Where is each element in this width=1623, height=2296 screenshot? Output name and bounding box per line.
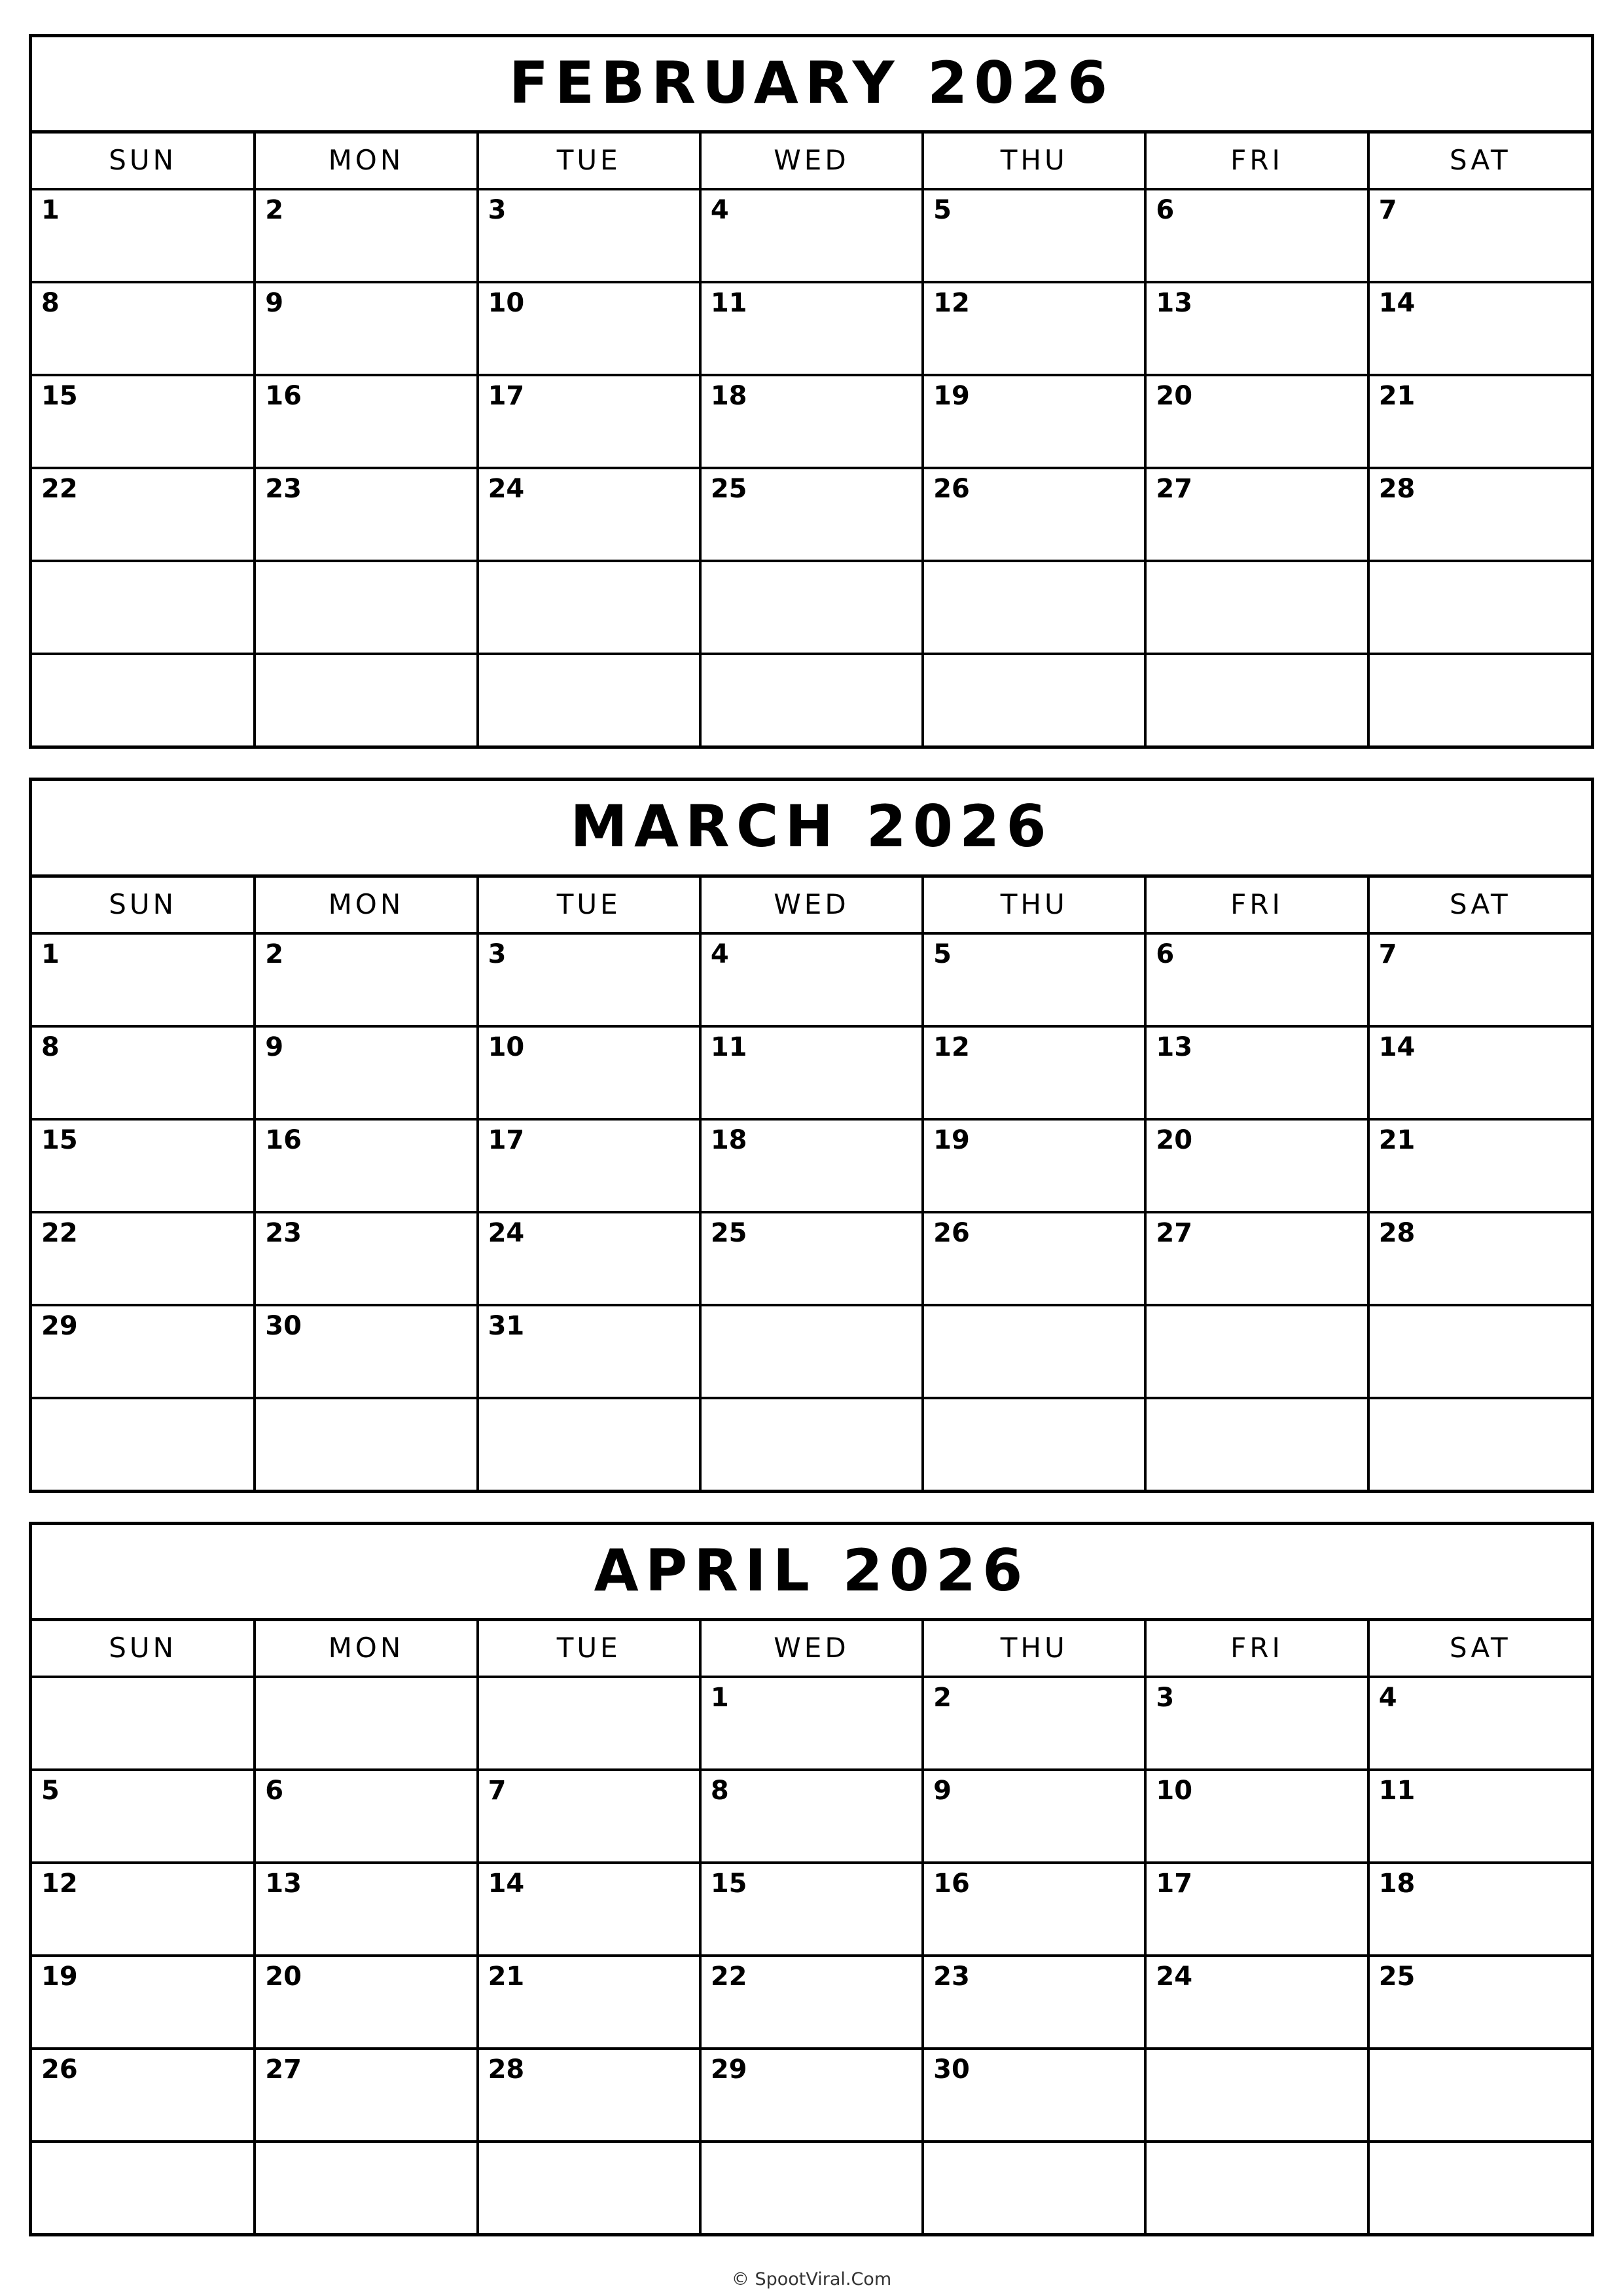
day-cell[interactable]: 29 xyxy=(32,1305,255,1398)
week-row xyxy=(32,468,1591,561)
weekday-wed: WED xyxy=(700,134,923,189)
day-cell[interactable]: 21 xyxy=(1368,1119,1591,1212)
day-cell[interactable] xyxy=(478,561,700,654)
week-row xyxy=(32,282,1591,375)
day-cell[interactable]: 25 xyxy=(700,1212,923,1305)
day-cell[interactable]: 1 xyxy=(700,1677,923,1770)
day-cell[interactable]: 27 xyxy=(255,2049,477,2142)
day-cell[interactable]: 7 xyxy=(478,1770,700,1863)
day-cell[interactable]: 12 xyxy=(923,282,1145,375)
day-cell[interactable]: 4 xyxy=(700,189,923,282)
day-cell[interactable]: 12 xyxy=(923,1026,1145,1119)
weekday-fri: FRI xyxy=(1145,1621,1368,1677)
week-row xyxy=(32,561,1591,654)
week-row xyxy=(32,1863,1591,1956)
day-cell[interactable]: 6 xyxy=(255,1770,477,1863)
weekday-sat: SAT xyxy=(1368,1621,1591,1677)
day-cell[interactable] xyxy=(700,2142,923,2233)
weekday-tue: TUE xyxy=(478,1621,700,1677)
day-cell[interactable]: 6 xyxy=(1145,189,1368,282)
day-cell[interactable]: 20 xyxy=(1145,375,1368,468)
month-title: MARCH 2026 xyxy=(32,781,1591,877)
day-cell[interactable]: 24 xyxy=(1145,1956,1368,2049)
day-cell[interactable] xyxy=(1145,2049,1368,2142)
day-cell[interactable]: 14 xyxy=(478,1863,700,1956)
day-cell[interactable]: 2 xyxy=(923,1677,1145,1770)
day-cell[interactable]: 29 xyxy=(700,2049,923,2142)
day-cell[interactable] xyxy=(255,654,477,745)
week-row xyxy=(32,1305,1591,1398)
weekday-sun: SUN xyxy=(32,1621,255,1677)
weekday-sat: SAT xyxy=(1368,878,1591,933)
day-cell[interactable] xyxy=(1368,561,1591,654)
day-cell[interactable]: 18 xyxy=(700,1119,923,1212)
day-cell[interactable]: 27 xyxy=(1145,1212,1368,1305)
weekday-fri: FRI xyxy=(1145,134,1368,189)
day-cell[interactable]: 1 xyxy=(32,933,255,1026)
day-cell[interactable] xyxy=(1368,654,1591,745)
week-row xyxy=(32,654,1591,745)
day-cell[interactable]: 31 xyxy=(478,1305,700,1398)
day-cell[interactable]: 3 xyxy=(478,933,700,1026)
page-footer-credit: © SpootViral.Com xyxy=(731,2269,892,2290)
week-row xyxy=(32,1026,1591,1119)
day-cell[interactable]: 8 xyxy=(32,282,255,375)
day-cell[interactable]: 18 xyxy=(1368,1863,1591,1956)
day-cell[interactable] xyxy=(700,1305,923,1398)
day-cell[interactable]: 8 xyxy=(700,1770,923,1863)
day-cell[interactable] xyxy=(255,561,477,654)
day-cell[interactable]: 17 xyxy=(478,1119,700,1212)
week-row xyxy=(32,375,1591,468)
day-cell[interactable]: 19 xyxy=(32,1956,255,2049)
day-cell[interactable] xyxy=(478,1398,700,1490)
day-cell[interactable] xyxy=(923,561,1145,654)
day-cell[interactable]: 16 xyxy=(255,375,477,468)
day-cell[interactable] xyxy=(923,1305,1145,1398)
day-cell[interactable]: 23 xyxy=(255,468,477,561)
day-cell[interactable] xyxy=(478,1677,700,1770)
day-cell[interactable]: 20 xyxy=(255,1956,477,2049)
day-cell[interactable]: 23 xyxy=(255,1212,477,1305)
day-cell[interactable]: 9 xyxy=(255,1026,477,1119)
day-cell[interactable]: 10 xyxy=(1145,1770,1368,1863)
day-cell[interactable]: 13 xyxy=(1145,1026,1368,1119)
month-block-april xyxy=(29,1522,1594,2236)
day-cell[interactable] xyxy=(32,654,255,745)
day-cell[interactable]: 8 xyxy=(32,1026,255,1119)
weekday-header-row xyxy=(32,134,1591,189)
weekday-tue: TUE xyxy=(478,134,700,189)
weekday-sun: SUN xyxy=(32,134,255,189)
day-cell[interactable]: 15 xyxy=(700,1863,923,1956)
day-cell[interactable]: 5 xyxy=(923,933,1145,1026)
day-cell[interactable]: 17 xyxy=(478,375,700,468)
day-cell[interactable] xyxy=(255,2142,477,2233)
day-cell[interactable]: 28 xyxy=(1368,1212,1591,1305)
day-cell[interactable]: 14 xyxy=(1368,282,1591,375)
day-cell[interactable] xyxy=(32,2142,255,2233)
day-cell[interactable] xyxy=(700,561,923,654)
day-cell[interactable]: 9 xyxy=(255,282,477,375)
day-cell[interactable] xyxy=(700,654,923,745)
day-cell[interactable] xyxy=(255,1398,477,1490)
day-cell[interactable]: 11 xyxy=(700,1026,923,1119)
day-cell[interactable]: 26 xyxy=(923,468,1145,561)
day-cell[interactable]: 20 xyxy=(1145,1119,1368,1212)
day-cell[interactable]: 16 xyxy=(923,1863,1145,1956)
day-cell[interactable]: 26 xyxy=(32,2049,255,2142)
day-cell[interactable]: 15 xyxy=(32,375,255,468)
day-cell[interactable] xyxy=(1145,1398,1368,1490)
day-cell[interactable] xyxy=(1368,2142,1591,2233)
weekday-tue: TUE xyxy=(478,878,700,933)
day-cell[interactable]: 10 xyxy=(478,1026,700,1119)
week-row xyxy=(32,1770,1591,1863)
day-cell[interactable]: 4 xyxy=(700,933,923,1026)
day-cell[interactable]: 24 xyxy=(478,468,700,561)
day-cell[interactable] xyxy=(255,1677,477,1770)
weekday-header-row xyxy=(32,1621,1591,1677)
day-cell[interactable]: 22 xyxy=(32,1212,255,1305)
day-cell[interactable] xyxy=(923,1398,1145,1490)
day-cell[interactable] xyxy=(478,2142,700,2233)
day-cell[interactable] xyxy=(478,654,700,745)
day-cell[interactable] xyxy=(923,654,1145,745)
weekday-mon: MON xyxy=(255,1621,477,1677)
week-row xyxy=(32,1398,1591,1490)
day-cell[interactable]: 5 xyxy=(32,1770,255,1863)
day-cell[interactable] xyxy=(32,1398,255,1490)
day-cell[interactable]: 7 xyxy=(1368,189,1591,282)
day-cell[interactable] xyxy=(32,1677,255,1770)
calendar-table-february xyxy=(32,134,1591,745)
day-cell[interactable]: 1 xyxy=(32,189,255,282)
day-cell[interactable] xyxy=(1145,654,1368,745)
day-cell[interactable]: 13 xyxy=(255,1863,477,1956)
month-title: APRIL 2026 xyxy=(32,1525,1591,1621)
weekday-sat: SAT xyxy=(1368,134,1591,189)
week-row xyxy=(32,1956,1591,2049)
day-cell[interactable] xyxy=(1368,1398,1591,1490)
weekday-mon: MON xyxy=(255,134,477,189)
day-cell[interactable]: 25 xyxy=(700,468,923,561)
day-cell[interactable] xyxy=(1145,561,1368,654)
weekday-fri: FRI xyxy=(1145,878,1368,933)
day-cell[interactable]: 14 xyxy=(1368,1026,1591,1119)
day-cell[interactable]: 19 xyxy=(923,1119,1145,1212)
day-cell[interactable]: 19 xyxy=(923,375,1145,468)
day-cell[interactable]: 6 xyxy=(1145,933,1368,1026)
day-cell[interactable]: 21 xyxy=(1368,375,1591,468)
month-title: FEBRUARY 2026 xyxy=(32,37,1591,134)
day-cell[interactable] xyxy=(1368,1305,1591,1398)
day-cell[interactable]: 26 xyxy=(923,1212,1145,1305)
day-cell[interactable]: 16 xyxy=(255,1119,477,1212)
weekday-wed: WED xyxy=(700,878,923,933)
day-cell[interactable]: 5 xyxy=(923,189,1145,282)
day-cell[interactable]: 11 xyxy=(1368,1770,1591,1863)
weekday-thu: THU xyxy=(923,134,1145,189)
weekday-sun: SUN xyxy=(32,878,255,933)
weekday-header-row xyxy=(32,878,1591,933)
day-cell[interactable]: 18 xyxy=(700,375,923,468)
day-cell[interactable]: 2 xyxy=(255,933,477,1026)
day-cell[interactable]: 28 xyxy=(478,2049,700,2142)
day-cell[interactable]: 3 xyxy=(478,189,700,282)
day-cell[interactable] xyxy=(1145,1305,1368,1398)
day-cell[interactable]: 7 xyxy=(1368,933,1591,1026)
month-block-march xyxy=(29,778,1594,1492)
day-cell[interactable] xyxy=(32,561,255,654)
week-row xyxy=(32,1119,1591,1212)
day-cell[interactable]: 10 xyxy=(478,282,700,375)
day-cell[interactable]: 2 xyxy=(255,189,477,282)
day-cell[interactable]: 30 xyxy=(923,2049,1145,2142)
day-cell[interactable]: 27 xyxy=(1145,468,1368,561)
day-cell[interactable]: 15 xyxy=(32,1119,255,1212)
day-cell[interactable]: 30 xyxy=(255,1305,477,1398)
day-cell[interactable]: 3 xyxy=(1145,1677,1368,1770)
day-cell[interactable]: 22 xyxy=(700,1956,923,2049)
day-cell[interactable]: 17 xyxy=(1145,1863,1368,1956)
day-cell[interactable]: 25 xyxy=(1368,1956,1591,2049)
week-row xyxy=(32,933,1591,1026)
weekday-wed: WED xyxy=(700,1621,923,1677)
day-cell[interactable]: 9 xyxy=(923,1770,1145,1863)
day-cell[interactable] xyxy=(1368,2049,1591,2142)
day-cell[interactable]: 28 xyxy=(1368,468,1591,561)
day-cell[interactable]: 12 xyxy=(32,1863,255,1956)
day-cell[interactable]: 4 xyxy=(1368,1677,1591,1770)
weekday-mon: MON xyxy=(255,878,477,933)
day-cell[interactable]: 11 xyxy=(700,282,923,375)
week-row xyxy=(32,1212,1591,1305)
week-row xyxy=(32,189,1591,282)
calendar-table-april xyxy=(32,1621,1591,2233)
day-cell[interactable]: 22 xyxy=(32,468,255,561)
week-row xyxy=(32,1677,1591,1770)
weekday-thu: THU xyxy=(923,878,1145,933)
day-cell[interactable] xyxy=(700,1398,923,1490)
weekday-thu: THU xyxy=(923,1621,1145,1677)
week-row xyxy=(32,2142,1591,2233)
day-cell[interactable] xyxy=(923,2142,1145,2233)
day-cell[interactable]: 13 xyxy=(1145,282,1368,375)
month-block-february xyxy=(29,34,1594,749)
day-cell[interactable] xyxy=(1145,2142,1368,2233)
day-cell[interactable]: 23 xyxy=(923,1956,1145,2049)
day-cell[interactable]: 24 xyxy=(478,1212,700,1305)
calendar-table-march xyxy=(32,878,1591,1490)
day-cell[interactable]: 21 xyxy=(478,1956,700,2049)
week-row xyxy=(32,2049,1591,2142)
